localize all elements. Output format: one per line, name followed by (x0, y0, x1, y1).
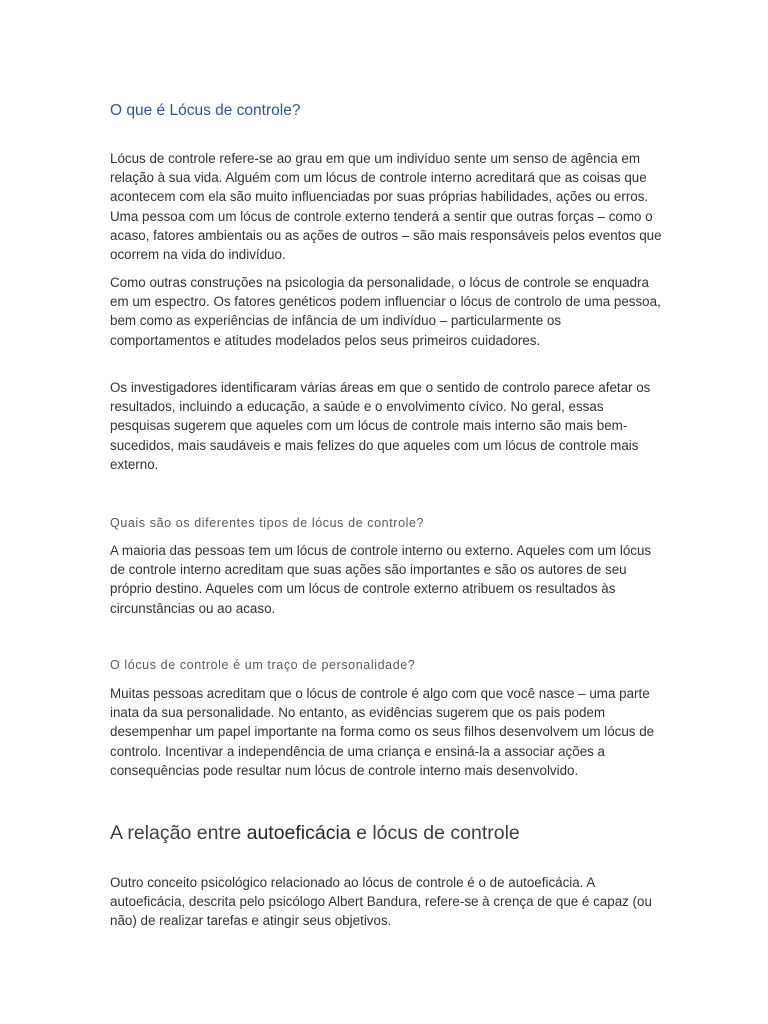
paragraph-personality-trait: Muitas pessoas acreditam que o lócus de controle é algo com que você nasce – uma parte inata da sua personalidade. No entanto, as evidências sugerem que os pais podem desempenhar um papel importante na forma como os seus filhos desenvolvem um lócus de controlo. Incentivar a independência de uma criança e ensiná-la a associar ações a consequências pode resultar num lócus de controle interno mais desenvolvido. (110, 686, 655, 778)
paragraph-definition: Lócus de controle refere-se ao grau em que um indivíduo sente um senso de agência em relação à sua vida. Alguém com um lócus de controle interno acreditará que as coisas que acontecem com ela são muito influenciadas por suas próprias habilidades, ações ou erros. Uma pessoa com um lócus de controle externo tenderá a sentir que outras forças – como o acaso, fatores ambientais ou as ações de outros – são mais responsáveis pelos eventos que ocorrem na vida do indivíduo. (110, 151, 662, 263)
paragraph-types: A maioria das pessoas tem um lócus de controle interno ou externo. Aqueles com um lócus de controle interno acreditam que suas ações são importantes e são os autores de seu próprio destino. Aqueles com um lócus de controle externo atribuem os resultados às circunstâncias ou ao acaso. (110, 543, 652, 616)
heading-part-suffix: e lócus de controle (350, 822, 520, 844)
paragraph-spectrum: Como outras construções na psicologia da personalidade, o lócus de controle se enquadra em um espectro. Os fatores genéticos podem influenciar o lócus de controlo de uma pessoa, bem como as experiências de infância de um indivíduo – particularmente os comportamentos e atitudes modelados pelos seus primeiros cuidadores. (110, 275, 661, 348)
section-heading-what-is-locus: O que é Lócus de controle? (110, 102, 301, 119)
paragraph-self-efficacy: Outro conceito psicológico relacionado ao lócus de controle é o de autoeficácia. A autoeficácia, descrita pelo psicólogo Albert Bandura, refere-se à crença de que é capaz (ou não) de realizar tarefas e atingir seus objetivos. (110, 875, 652, 929)
heading-part-keyword: autoeficácia (246, 822, 351, 844)
section-heading-types: Quais são os diferentes tipos de lócus de controle? (110, 516, 425, 530)
section-heading-self-efficacy (110, 820, 662, 846)
paragraph-research: Os investigadores identificaram várias áreas em que o sentido de controlo parece afetar os resultados, incluindo a educação, a saúde e o envolvimento cívico. No geral, essas pesquisas sugerem que aqueles com um lócus de controle mais interno são mais bem-sucedidos, mais saudáveis e mais felizes do que aqueles com um lócus de controle mais externo. (110, 380, 651, 472)
section-heading-personality-trait: O lócus de controle é um traço de personalidade? (110, 658, 416, 672)
heading-part-prefix: A relação entre (110, 822, 247, 844)
